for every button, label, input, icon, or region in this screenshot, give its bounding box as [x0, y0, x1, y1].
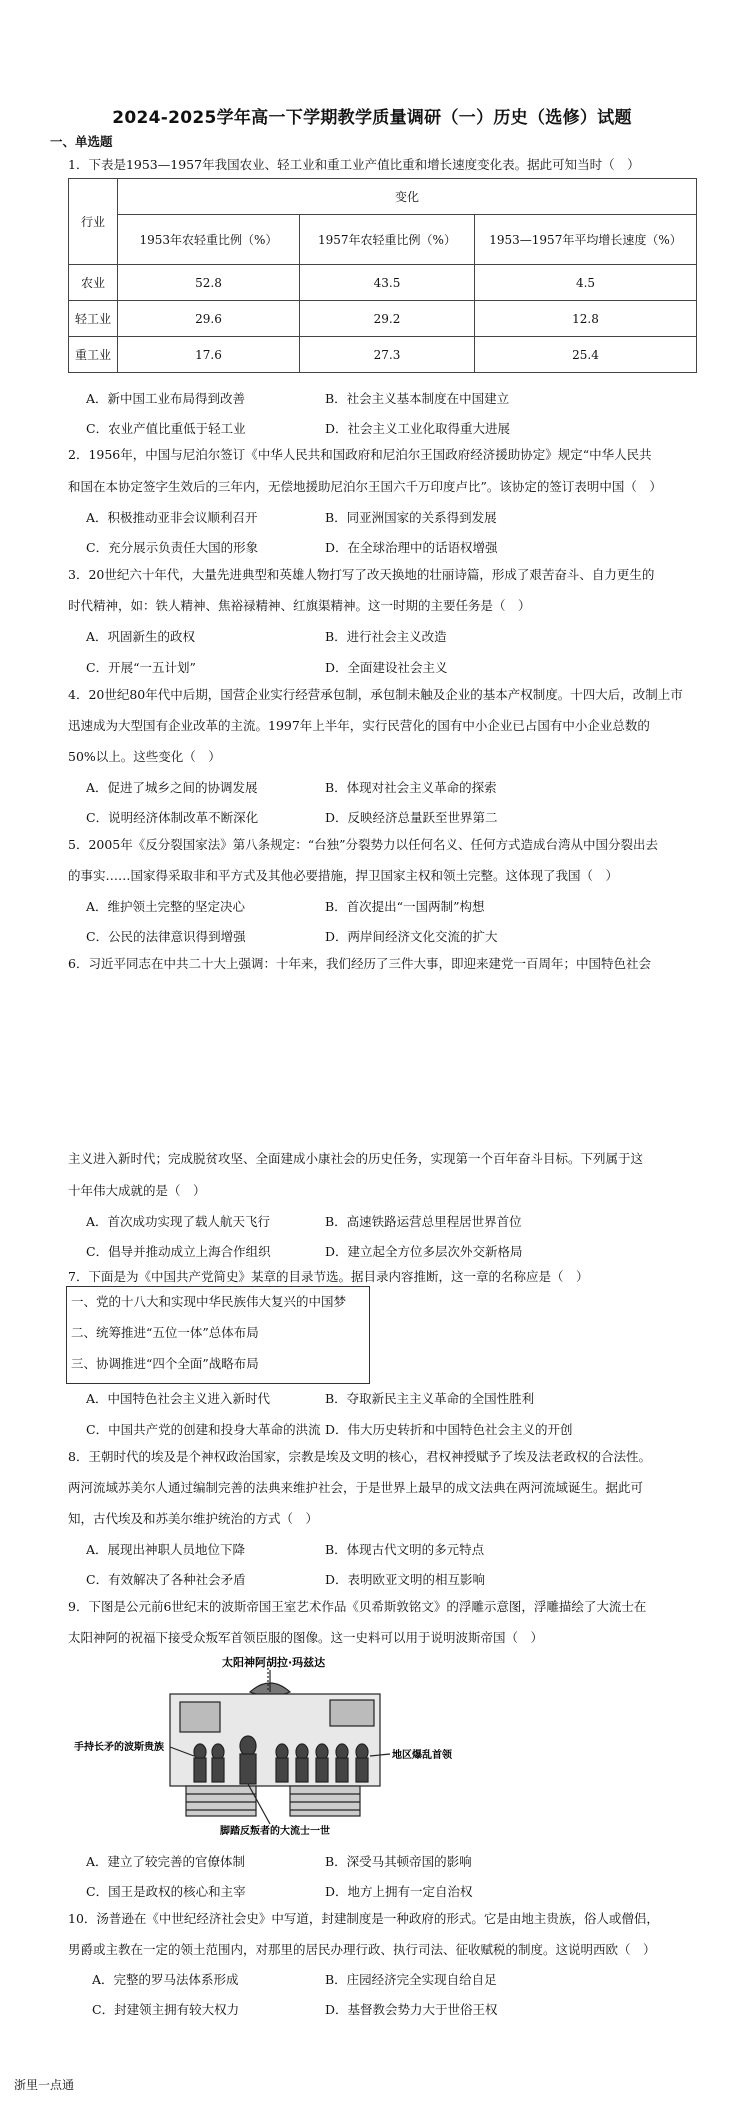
q7-option-b[interactable]: B．夺取新民主主义革命的全国性胜利: [325, 1391, 535, 1406]
figure-label-bottom: 脚踏反叛者的大流士一世: [220, 1826, 330, 1837]
table-row: [69, 301, 697, 337]
contents-item: 一、党的十八大和实现中华民族伟大复兴的中国梦: [71, 1294, 347, 1309]
table-cell: 52.8: [118, 265, 300, 301]
q2-option-d[interactable]: D．在全球治理中的话语权增强: [325, 540, 498, 555]
q8-stem-line: 知，古代埃及和苏美尔维护统治的方式（ ）: [68, 1511, 319, 1526]
q3-option-b[interactable]: B．进行社会主义改造: [325, 629, 447, 644]
table-col-header: 1953年农轻重比例（%）: [118, 215, 300, 265]
table-row: [69, 337, 697, 373]
q7-contents-box: [66, 1286, 370, 1384]
q2-option-a[interactable]: A．积极推动亚非会议顺利召开: [86, 510, 258, 525]
q8-option-c[interactable]: C．有效解决了各种社会矛盾: [86, 1572, 246, 1587]
figure-label-top: 太阳神阿胡拉·玛兹达: [222, 1656, 326, 1669]
table-cell: 4.5: [475, 265, 697, 301]
q10-option-c[interactable]: C．封建领主拥有较大权力: [92, 2002, 240, 2017]
q8-option-d[interactable]: D．表明欧亚文明的相互影响: [325, 1572, 486, 1587]
q6-option-a[interactable]: A．首次成功实现了载人航天飞行: [86, 1214, 271, 1229]
table-row: [69, 265, 697, 301]
q5-option-b[interactable]: B．首次提出“一国两制”构想: [325, 899, 485, 914]
q9-option-a[interactable]: A．建立了较完善的官僚体制: [86, 1854, 246, 1869]
table-cell: 27.3: [300, 337, 475, 373]
q1-option-d[interactable]: D．社会主义工业化取得重大进展: [325, 421, 511, 436]
relief-drawing: [170, 1668, 390, 1824]
q5-option-c[interactable]: C．公民的法律意识得到增强: [86, 929, 246, 944]
table-cell: 25.4: [475, 337, 697, 373]
q3-stem-line: 时代精神，如：铁人精神、焦裕禄精神、红旗渠精神。这一时期的主要任务是（ ）: [68, 598, 531, 613]
q2-stem-line: 和国在本协定签字生效后的三年内，无偿地援助尼泊尔王国六千万印度卢比”。该协定的签订表明中国（ ）: [68, 479, 662, 494]
q6-option-d[interactable]: D．建立起全方位多层次外交新格局: [325, 1244, 523, 1259]
q4-option-b[interactable]: B．体现对社会主义革命的探索: [325, 780, 497, 795]
q6-stem-line: 主义进入新时代；完成脱贫攻坚、全面建成小康社会的历史任务，实现第一个百年奋斗目标。下列属于这: [68, 1151, 644, 1166]
q1-stem: 1．下表是1953—1957年我国农业、轻工业和重工业产值比重和增长速度变化表。据此可知当时（ ）: [68, 157, 640, 172]
q7-stem: 7．下面是为《中国共产党简史》某章的目录节选。据目录内容推断，这一章的名称应是（ ）: [68, 1269, 589, 1284]
q6-option-b[interactable]: B．高速铁路运营总里程居世界首位: [325, 1214, 522, 1229]
q8-stem-line: 8．王朝时代的埃及是个神权政治国家，宗教是埃及文明的核心，君权神授赋予了埃及法老政权的合法性。: [68, 1449, 651, 1464]
table-cell: 29.2: [300, 301, 475, 337]
table-header-industry: 行业: [69, 179, 118, 265]
q10-stem-line: 10．汤普逊在《中世纪经济社会史》中写道，封建制度是一种政府的形式。它是由地主贵族，俗人或僧侣，: [68, 1911, 659, 1926]
q2-stem-line: 2．1956年，中国与尼泊尔签订《中华人民共和国政府和尼泊尔王国政府经济援助协定》规定“中华人民共: [68, 447, 652, 462]
q5-stem-line: 5．2005年《反分裂国家法》第八条规定：“台独”分裂势力以任何名义、任何方式造成台湾从中国分裂出去: [68, 837, 659, 852]
q5-stem-line: 的事实……国家得采取非和平方式及其他必要措施，捍卫国家主权和领土完整。这体现了我国（ ）: [68, 868, 619, 883]
page-title: 2024-2025学年高一下学期教学质量调研（一）历史（选修）试题: [112, 108, 632, 128]
table-cell: 轻工业: [69, 301, 118, 337]
q3-option-a[interactable]: A．巩固新生的政权: [86, 629, 196, 644]
contents-item: 二、统筹推进“五位一体”总体布局: [71, 1325, 259, 1340]
q4-stem-line: 50%以上。这些变化（ ）: [68, 749, 221, 764]
q8-option-a[interactable]: A．展现出神职人员地位下降: [86, 1542, 246, 1557]
contents-item: 三、协调推进“四个全面”战略布局: [71, 1356, 259, 1371]
q8-stem-line: 两河流域苏美尔人通过编制完善的法典来维护社会，于是世界上最早的成文法典在两河流域诞生。据此可: [68, 1480, 644, 1495]
figure-label-left: 手持长矛的波斯贵族: [74, 1742, 164, 1753]
behistun-relief-figure: [70, 1652, 510, 1842]
q10-option-b[interactable]: B．庄园经济完全实现自给自足: [325, 1972, 497, 1987]
q1-option-a[interactable]: A．新中国工业布局得到改善: [86, 391, 246, 406]
q3-option-d[interactable]: D．全面建设社会主义: [325, 660, 448, 675]
q5-option-d[interactable]: D．两岸间经济文化交流的扩大: [325, 929, 498, 944]
q9-stem-line: 9．下图是公元前6世纪末的波斯帝国王室艺术作品《贝希斯敦铭文》的浮雕示意图，浮雕描绘了大流士在: [68, 1599, 647, 1614]
q10-option-d[interactable]: D．基督教会势力大于世俗王权: [325, 2002, 498, 2017]
q4-option-c[interactable]: C．说明经济体制改革不断深化: [86, 810, 259, 825]
table-cell: 重工业: [69, 337, 118, 373]
q1-option-b[interactable]: B．社会主义基本制度在中国建立: [325, 391, 510, 406]
table-cell: 12.8: [475, 301, 697, 337]
q4-stem-line: 迅速成为大型国有企业改革的主流。1997年上半年，实行民营化的国有中小企业已占国有中小企业总数的: [68, 718, 650, 733]
q9-option-c[interactable]: C．国王是政权的核心和主宰: [86, 1884, 246, 1899]
table-cell: 43.5: [300, 265, 475, 301]
q9-stem-line: 太阳神阿的祝福下接受众叛军首领臣服的图像。这一史料可以用于说明波斯帝国（ ）: [68, 1630, 544, 1645]
table-header-change: 变化: [118, 179, 697, 215]
section-heading: 一、单选题: [50, 134, 113, 149]
table-col-header: 1957年农轻重比例（%）: [300, 215, 475, 265]
table-col-header: 1953—1957年平均增长速度（%）: [475, 215, 697, 265]
q6-stem-line: 6．习近平同志在中共二十大上强调：十年来，我们经历了三件大事，即迎来建党一百周年；中国特色社会: [68, 956, 651, 971]
q7-option-a[interactable]: A．中国特色社会主义进入新时代: [86, 1391, 271, 1406]
q4-option-a[interactable]: A．促进了城乡之间的协调发展: [86, 780, 258, 795]
q6-stem-line: 十年伟大成就的是（ ）: [68, 1183, 206, 1198]
table-cell: 农业: [69, 265, 118, 301]
q8-option-b[interactable]: B．体现古代文明的多元特点: [325, 1542, 485, 1557]
page-footer: 浙里一点通: [14, 2078, 75, 2092]
figure-label-right: 地区爆乱首领: [392, 1750, 452, 1761]
q2-option-b[interactable]: B．同亚洲国家的关系得到发展: [325, 510, 497, 525]
q10-option-a[interactable]: A．完整的罗马法体系形成: [92, 1972, 239, 1987]
q10-stem-line: 男爵或主教在一定的领土范围内，对那里的居民办理行政、执行司法、征收赋税的制度。这说明西欧（ ）: [68, 1942, 656, 1957]
q5-option-a[interactable]: A．维护领土完整的坚定决心: [86, 899, 246, 914]
table-cell: 17.6: [118, 337, 300, 373]
q1-option-c[interactable]: C．农业产值比重低于轻工业: [86, 421, 246, 436]
table-cell: 29.6: [118, 301, 300, 337]
q1-table: [68, 178, 697, 373]
q3-option-c[interactable]: C．开展“一五计划”: [86, 660, 196, 675]
q9-option-d[interactable]: D．地方上拥有一定自治权: [325, 1884, 473, 1899]
q9-option-b[interactable]: B．深受马其顿帝国的影响: [325, 1854, 472, 1869]
q3-stem-line: 3．20世纪六十年代，大量先进典型和英雄人物打写了改天换地的壮丽诗篇，形成了艰苦奋斗、自力更生的: [68, 567, 655, 582]
q2-option-c[interactable]: C．充分展示负责任大国的形象: [86, 540, 259, 555]
q6-option-c[interactable]: C．倡导并推动成立上海合作组织: [86, 1244, 271, 1259]
q7-option-c[interactable]: C．中国共产党的创建和投身大革命的洪流: [86, 1422, 321, 1437]
q4-option-d[interactable]: D．反映经济总量跃至世界第二: [325, 810, 498, 825]
q4-stem-line: 4．20世纪80年代中后期，国营企业实行经营承包制，承包制未触及企业的基本产权制度。十四大后，改制上市: [68, 687, 683, 702]
q7-option-d[interactable]: D．伟大历史转折和中国特色社会主义的开创: [325, 1422, 573, 1437]
